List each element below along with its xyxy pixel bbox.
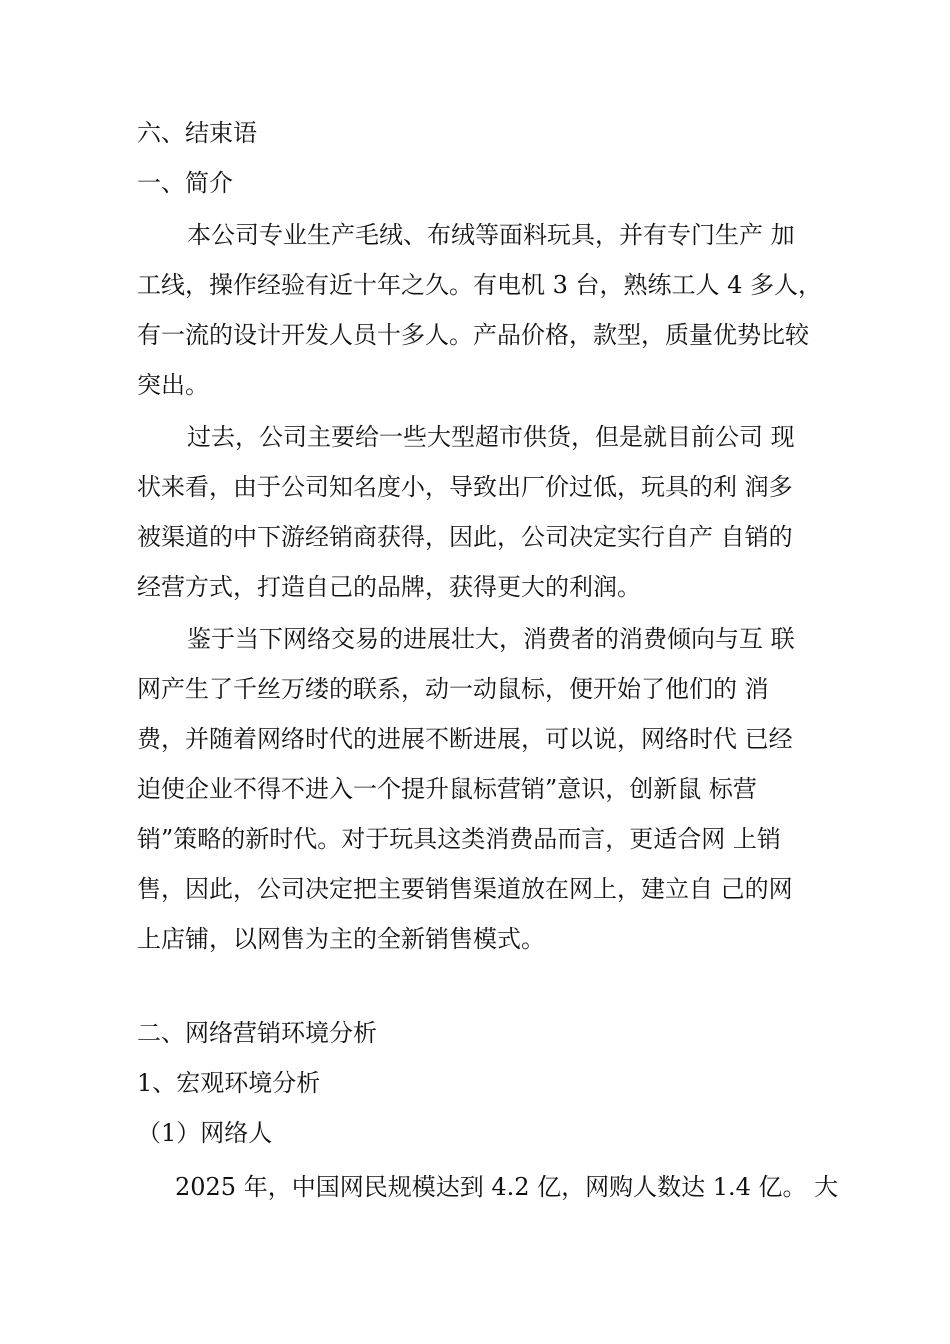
paragraph-line: 有一流的设计开发人员十多人。产品价格，款型，质量优势比较 bbox=[137, 321, 809, 349]
paragraph-line: 销”策略的新时代。对于玩具这类消费品而言，更适合网 上销 bbox=[137, 825, 781, 853]
subsubsection-title-netizens: （1）网络人 bbox=[137, 1119, 273, 1147]
paragraph-line: 工线，操作经验有近十年之久。有电机 3 台，熟练工人 4 多人， bbox=[137, 271, 823, 299]
paragraph-line: 突出。 bbox=[137, 371, 209, 399]
subsection-title-macro-environment: 1、宏观环境分析 bbox=[137, 1069, 321, 1097]
paragraph-line: 售，因此，公司决定把主要销售渠道放在网上，建立自 己的网 bbox=[137, 875, 793, 903]
section-title-introduction: 一、简介 bbox=[137, 169, 233, 197]
paragraph-line: 2025 年，中国网民规模达到 4.2 亿，网购人数达 1.4 亿。 大 bbox=[175, 1173, 839, 1201]
section-title-marketing-environment: 二、网络营销环境分析 bbox=[137, 1019, 377, 1047]
paragraph-line: 鉴于当下网络交易的进展壮大，消费者的消费倾向与互 联 bbox=[187, 625, 795, 653]
toc-item-conclusion: 六、结束语 bbox=[137, 119, 257, 147]
paragraph-line: 过去，公司主要给一些大型超市供货，但是就目前公司 现 bbox=[187, 423, 795, 451]
paragraph-line: 被渠道的中下游经销商获得，因此，公司决定实行自产 自销的 bbox=[137, 523, 793, 551]
paragraph-line: 状来看，由于公司知名度小，导致出厂价过低，玩具的利 润多 bbox=[137, 473, 793, 501]
paragraph-line: 本公司专业生产毛绒、布绒等面料玩具，并有专门生产 加 bbox=[187, 221, 795, 249]
paragraph-line: 上店铺，以网售为主的全新销售模式。 bbox=[137, 925, 545, 953]
paragraph-line: 费，并随着网络时代的进展不断进展，可以说，网络时代 已经 bbox=[137, 725, 793, 753]
paragraph-line: 经营方式，打造自己的品牌，获得更大的利润。 bbox=[137, 573, 641, 601]
paragraph-line: 网产生了千丝万缕的联系，动一动鼠标，便开始了他们的 消 bbox=[137, 675, 769, 703]
paragraph-line: 迫使企业不得不进入一个提升鼠标营销”意识，创新鼠 标营 bbox=[137, 775, 757, 803]
